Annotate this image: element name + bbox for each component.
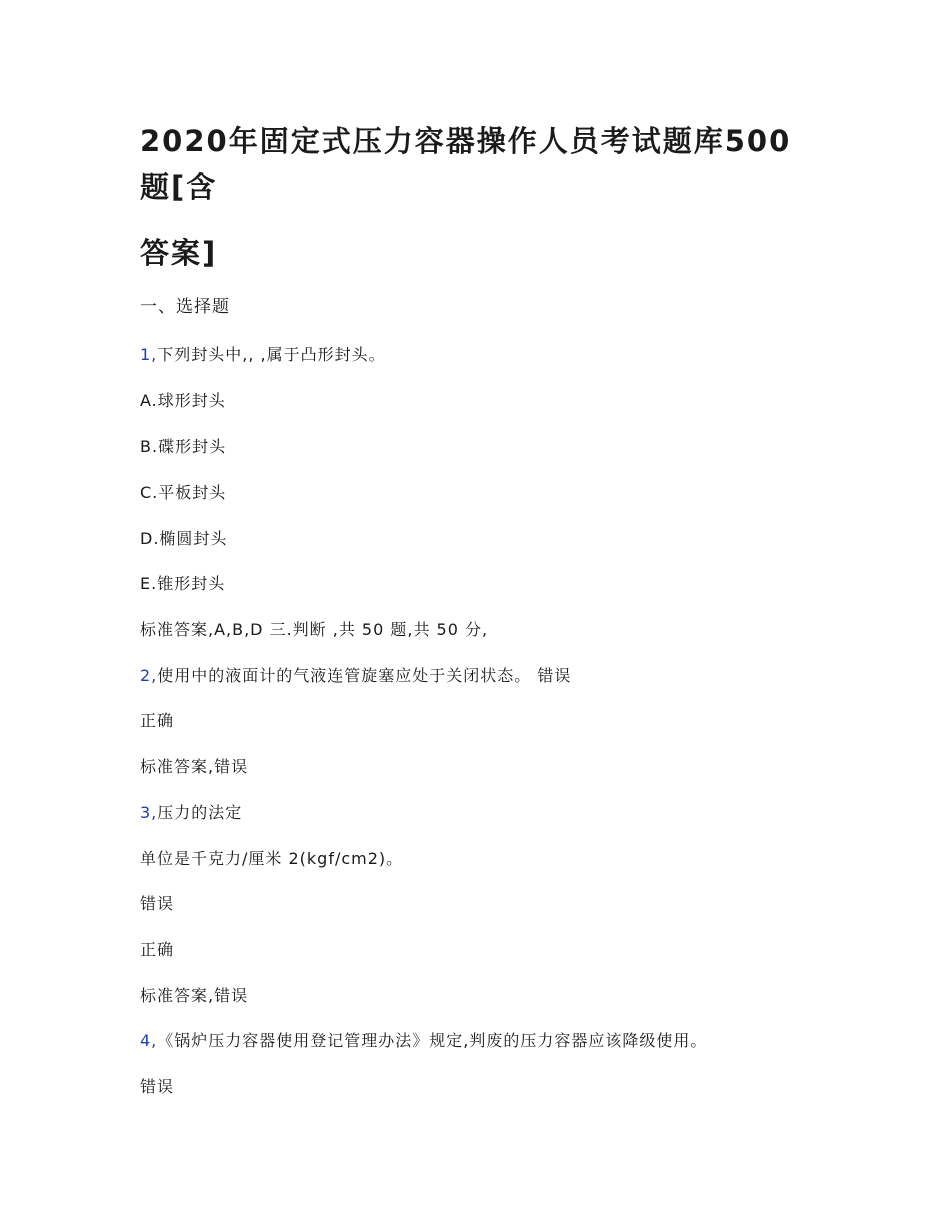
option-wrong: 错误 — [140, 1077, 175, 1096]
question-4 — [140, 1030, 707, 1052]
answer-3: 标准答案,错误 — [140, 986, 249, 1005]
document-title-line-1: 2020年固定式压力容器操作人员考试题库500 — [140, 124, 792, 158]
question-1 — [140, 344, 386, 366]
document-title-line-2: 题[含 — [140, 170, 218, 204]
document-title-line-3: 答案] — [140, 236, 218, 270]
option-e: E.锥形封头 — [140, 574, 226, 593]
question-text: 使用中的液面计的气液连管旋塞应处于关闭状态。 错误 — [157, 666, 572, 685]
question-text: 下列封头中,, ,属于凸形封头。 — [157, 345, 386, 364]
option-correct: 正确 — [140, 940, 175, 959]
question-text: 压力的法定 — [157, 803, 243, 822]
option-correct: 正确 — [140, 711, 175, 730]
question-number: 3, — [140, 803, 158, 822]
question-2 — [140, 665, 571, 687]
option-wrong: 错误 — [140, 894, 175, 913]
option-a: A.球形封头 — [140, 391, 226, 410]
answer-2: 标准答案,错误 — [140, 757, 249, 776]
section-heading: 一、选择题 — [140, 297, 230, 317]
option-c: C.平板封头 — [140, 483, 227, 502]
question-number: 1, — [140, 345, 158, 364]
question-number: 4, — [140, 1031, 158, 1050]
option-b: B.碟形封头 — [140, 437, 227, 456]
question-text: 《锅炉压力容器使用登记管理办法》规定,判废的压力容器应该降级使用。 — [157, 1031, 708, 1050]
question-3 — [140, 802, 242, 824]
question-3-continued: 单位是千克力/厘米 2(kgf/cm2)。 — [140, 849, 404, 868]
question-number: 2, — [140, 666, 158, 685]
option-d: D.椭圆封头 — [140, 529, 228, 548]
answer-1: 标准答案,A,B,D 三.判断 ,共 50 题,共 50 分, — [140, 620, 489, 639]
